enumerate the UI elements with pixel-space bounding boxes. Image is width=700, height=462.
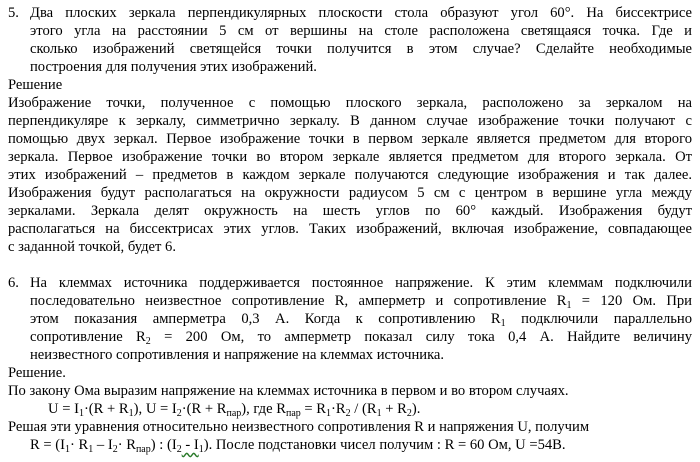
problem-6-text-line: сопротивление $R_2 = 200$ Ом, то амперметр показал силу тока 0,4 А. Найдите величину: [30, 329, 692, 347]
solution-line: помощью двух зеркал. Первое изображение точки в первом зеркале является предметом для второго: [8, 131, 692, 147]
problem-6-text-line: последовательно неизвестное сопротивление R, амперметр и сопротивление $R_1 = 120$ Ом. При: [30, 293, 692, 311]
solution-line: этих изображений – предметов в каждом зеркале получаются следующие изображения и так далее.: [8, 167, 692, 183]
problem-5-text-line: построения для получения этих изображений.: [30, 59, 317, 75]
problem-5-solution-label: Решение: [8, 77, 63, 93]
solution-line: Изображения будут располагаться на окружности радиусом 5 см с центром в вершине угла между: [8, 185, 692, 201]
problem-6-number: 6.: [8, 275, 19, 291]
solution-line: располагаться на биссектрисах этих углов. Таких изображений, включая изображение, совпадающее: [8, 221, 692, 237]
spellcheck-underline: - I: [181, 437, 199, 453]
solution-line: с заданной точкой, будет 6.: [8, 239, 176, 255]
problem-5-text-line: этого угла на расстоянии 5 см от вершины на столе расположена светящаяся точка. Где и: [30, 23, 692, 39]
solution-line: Решая эти уравнения относительно неизвестного сопротивления R и напряжения U, получим: [8, 419, 590, 435]
problem-5-number: 5.: [8, 5, 19, 21]
solution-line: перпендикуляре к зеркалу, симметрично зеркалу. В данном случае изображение точки получают с: [8, 113, 692, 129]
problem-5-text-line: Два плоских зеркала перпендикулярных плоскости стола образуют угол 60°. На биссектрисе: [30, 5, 692, 21]
solution-line: зеркала. Первое изображение точки во втором зеркале является предметом для второго зеркала. От: [8, 149, 692, 165]
problem-6-text-line: На клеммах источника поддерживается постоянное напряжение. К этим клеммам подключили: [30, 275, 692, 291]
problem-6-text-line: неизвестного сопротивления и напряжение на клеммах источника.: [30, 347, 445, 363]
solution-line: По закону Ома выразим напряжение на клеммах источника в первом и во втором случаях.: [8, 383, 569, 399]
solution-line: Изображение точки, полученное с помощью плоского зеркала, расположено за зеркалом на: [8, 95, 692, 111]
equations-line: $U = I_1\cdot(R + R_1)$, $U = I_2\cdot(R + R_{пар})$, где $R_{пар} = R_1\cdot R_2 / (R_1 + R_2)$.: [48, 401, 421, 419]
problem-5-text-line: сколько изображений светящейся точки получится в этом случае? Сделайте необходимые: [30, 41, 692, 57]
problem-6-solution-label: Решение.: [8, 365, 66, 381]
result-line: $R = (I_1\cdot R_1 - I_2\cdot R_{пар})$ : $(I_2 - I_1)$. После подстановки чисел получим : R = 60 Ом, U =54В.: [30, 437, 566, 455]
problem-6-text-line: этом показания амперметра 0,3 А. Когда к сопротивлению $R_1$ подключили параллельно: [30, 311, 692, 329]
solution-line: зеркалами. Зеркала делят окружность на шесть углов по 60° каждый. Изображения будут: [8, 203, 692, 219]
